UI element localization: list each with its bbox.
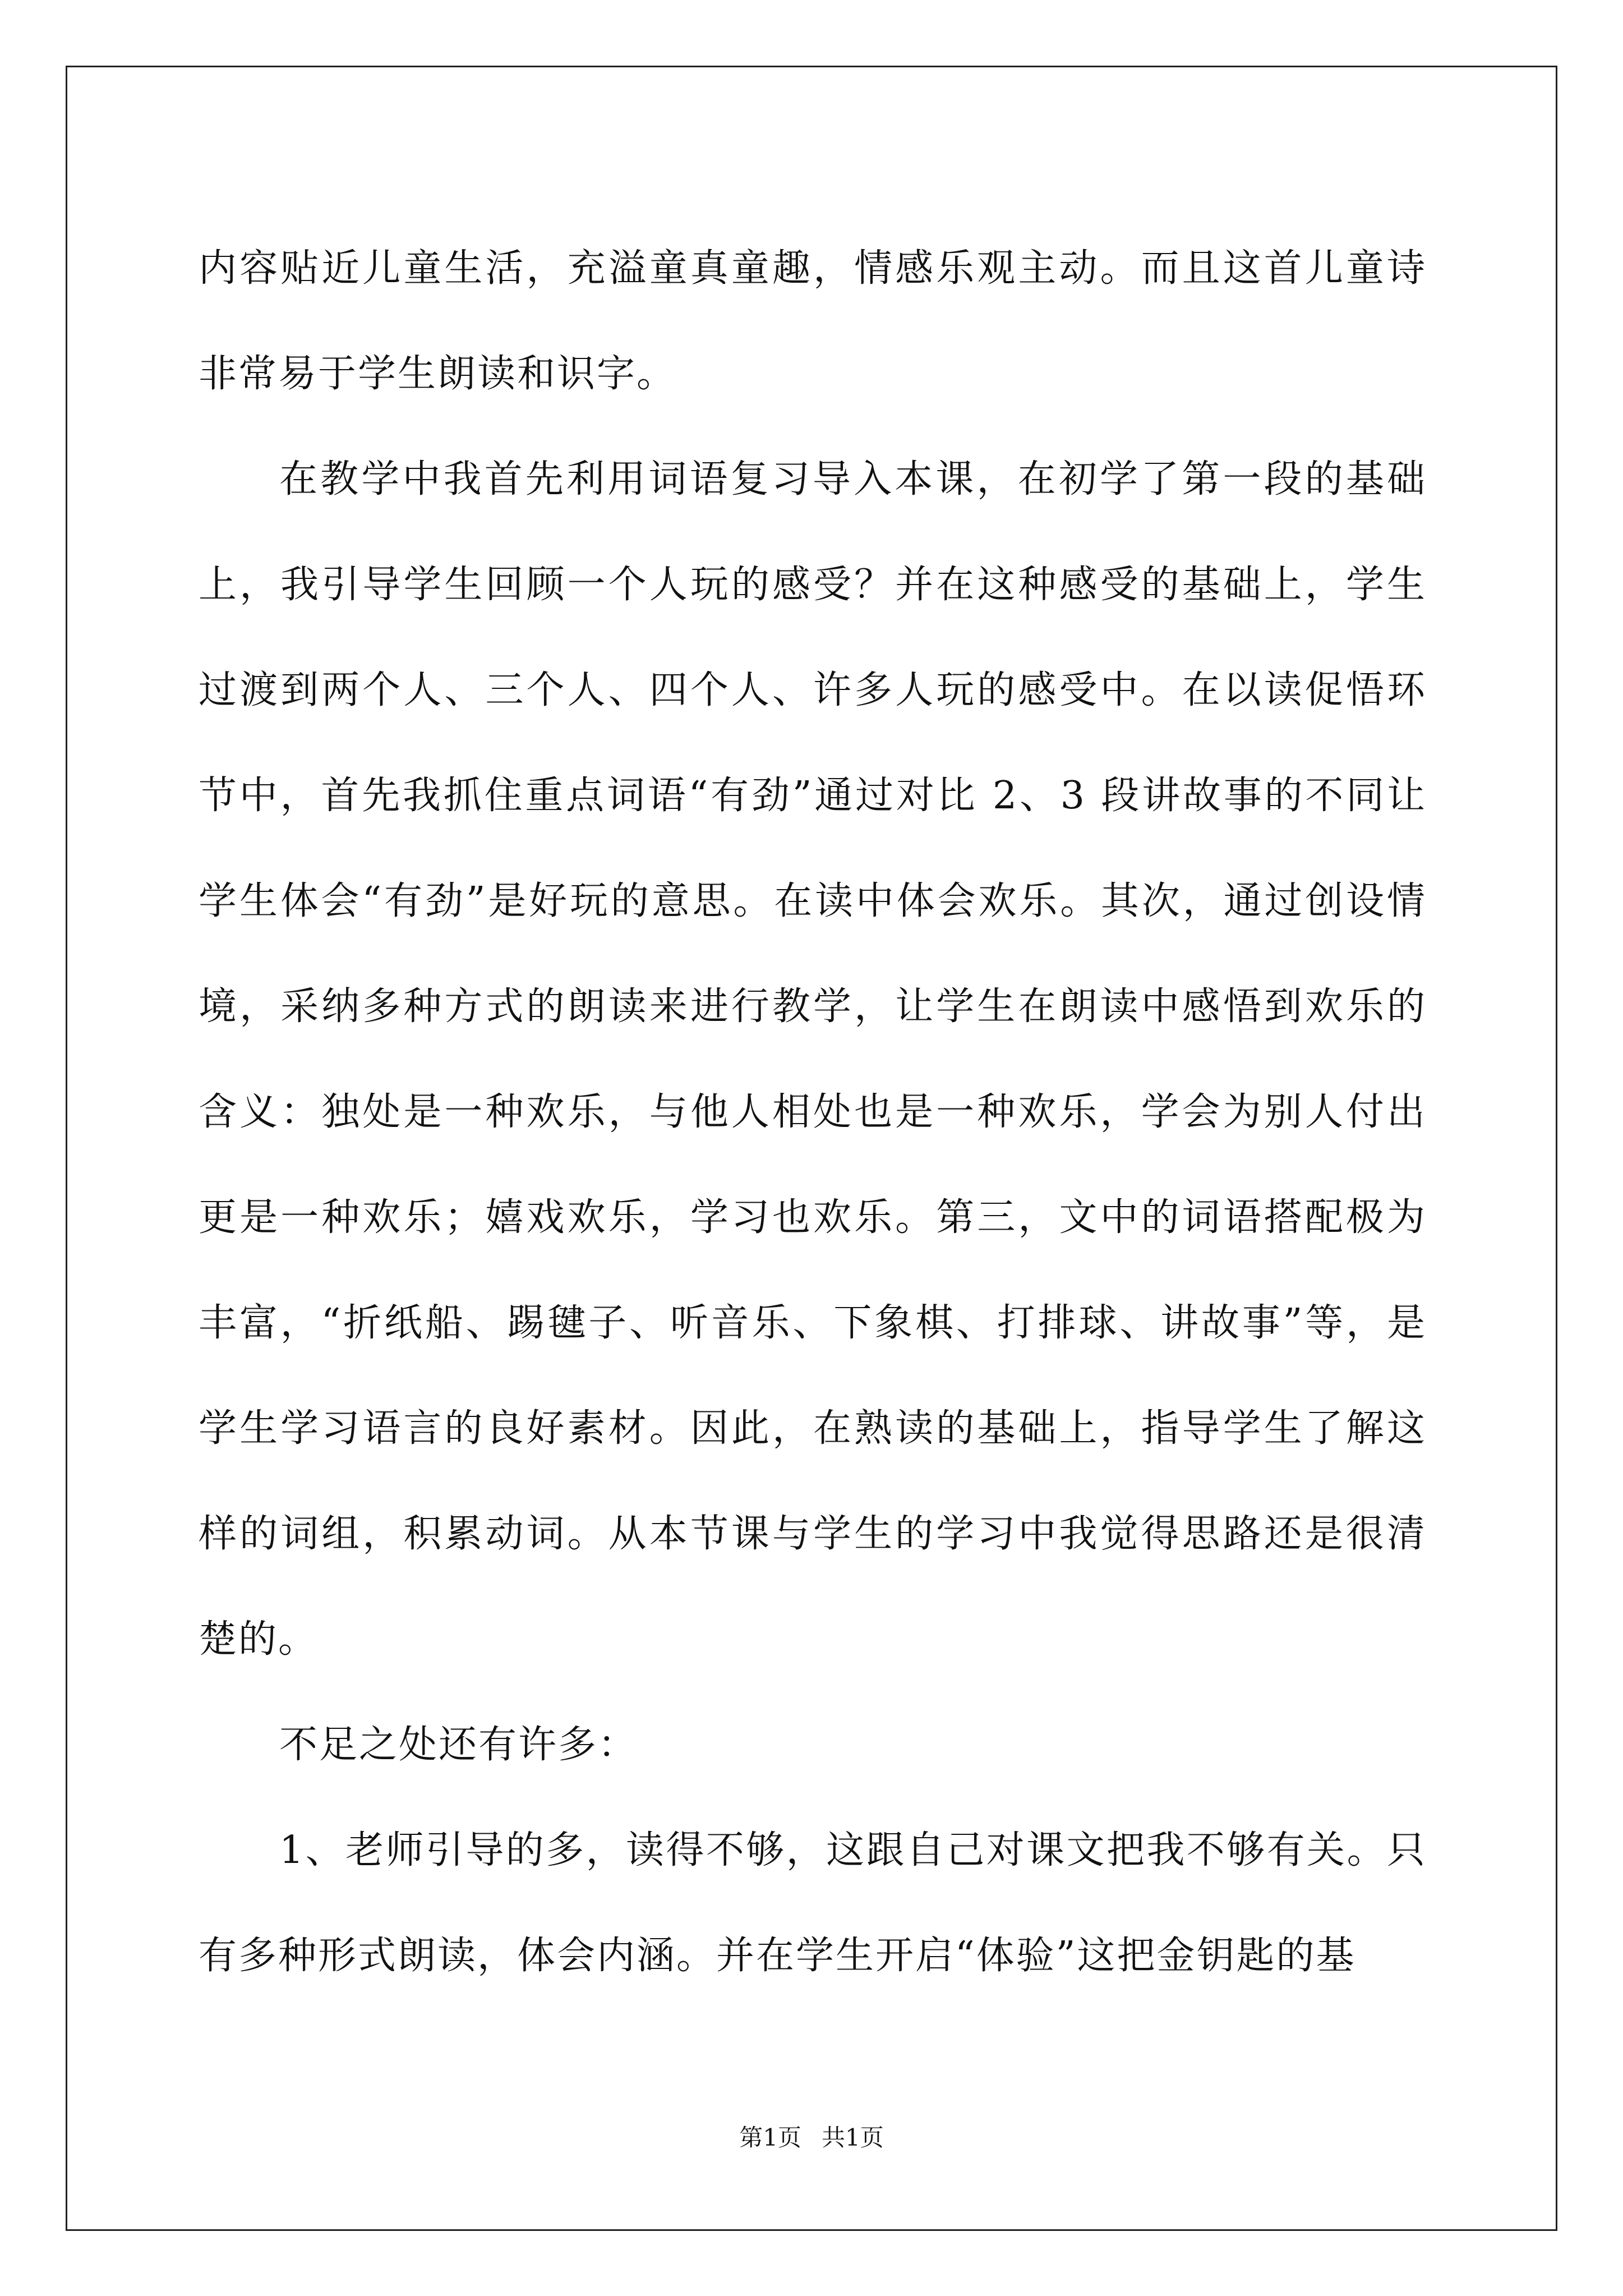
document-body bbox=[199, 216, 1427, 2009]
paragraph-1: 内容贴近儿童生活，充溢童真童趣，情感乐观主动。而且这首儿童诗非常易于学生朗读和识字。 bbox=[199, 246, 1427, 396]
page-number: 第1页 bbox=[739, 2124, 801, 2151]
page-total: 共1页 bbox=[822, 2124, 884, 2151]
page-footer bbox=[0, 2124, 1623, 2152]
paragraph-3: 不足之处还有许多： bbox=[279, 1723, 638, 1767]
paragraph-2: 在教学中我首先利用词语复习导入本课，在初学了第一段的基础上，我引导学生回顾一个人玩的感受？并在这种感受的基础上，学生过渡到两个人、三个人、四个人、许多人玩的感受中。在以读促悟环节中，首先我抓住重点词语“有劲”通过对比 2、3 段讲故事的不同让学生体会“有劲”是好玩的意思。在读中体会欢乐。其次，通过创设情境，采纳多种方式的朗读来进行教学，让学生在朗读中感悟到欢乐的含义：独处是一种欢乐，与他人相处也是一种欢乐，学会为别人付出更是一种欢乐；嬉戏欢乐，学习也欢乐。第三，文中的词语搭配极为丰富，“折纸船、踢毽子、听音乐、下象棋、打排球、讲故事”等，是学生学习语言的良好素材。因此，在熟读的基础上，指导学生了解这样的词组，积累动词。从本节课与学生的学习中我觉得思路还是很清楚的。 bbox=[199, 457, 1427, 1662]
paragraph-4: 1、老师引导的多，读得不够，这跟自己对课文把我不够有关。只有多种形式朗读，体会内涵。并在学生开启“体验”这把金钥匙的基 bbox=[199, 1828, 1427, 1978]
